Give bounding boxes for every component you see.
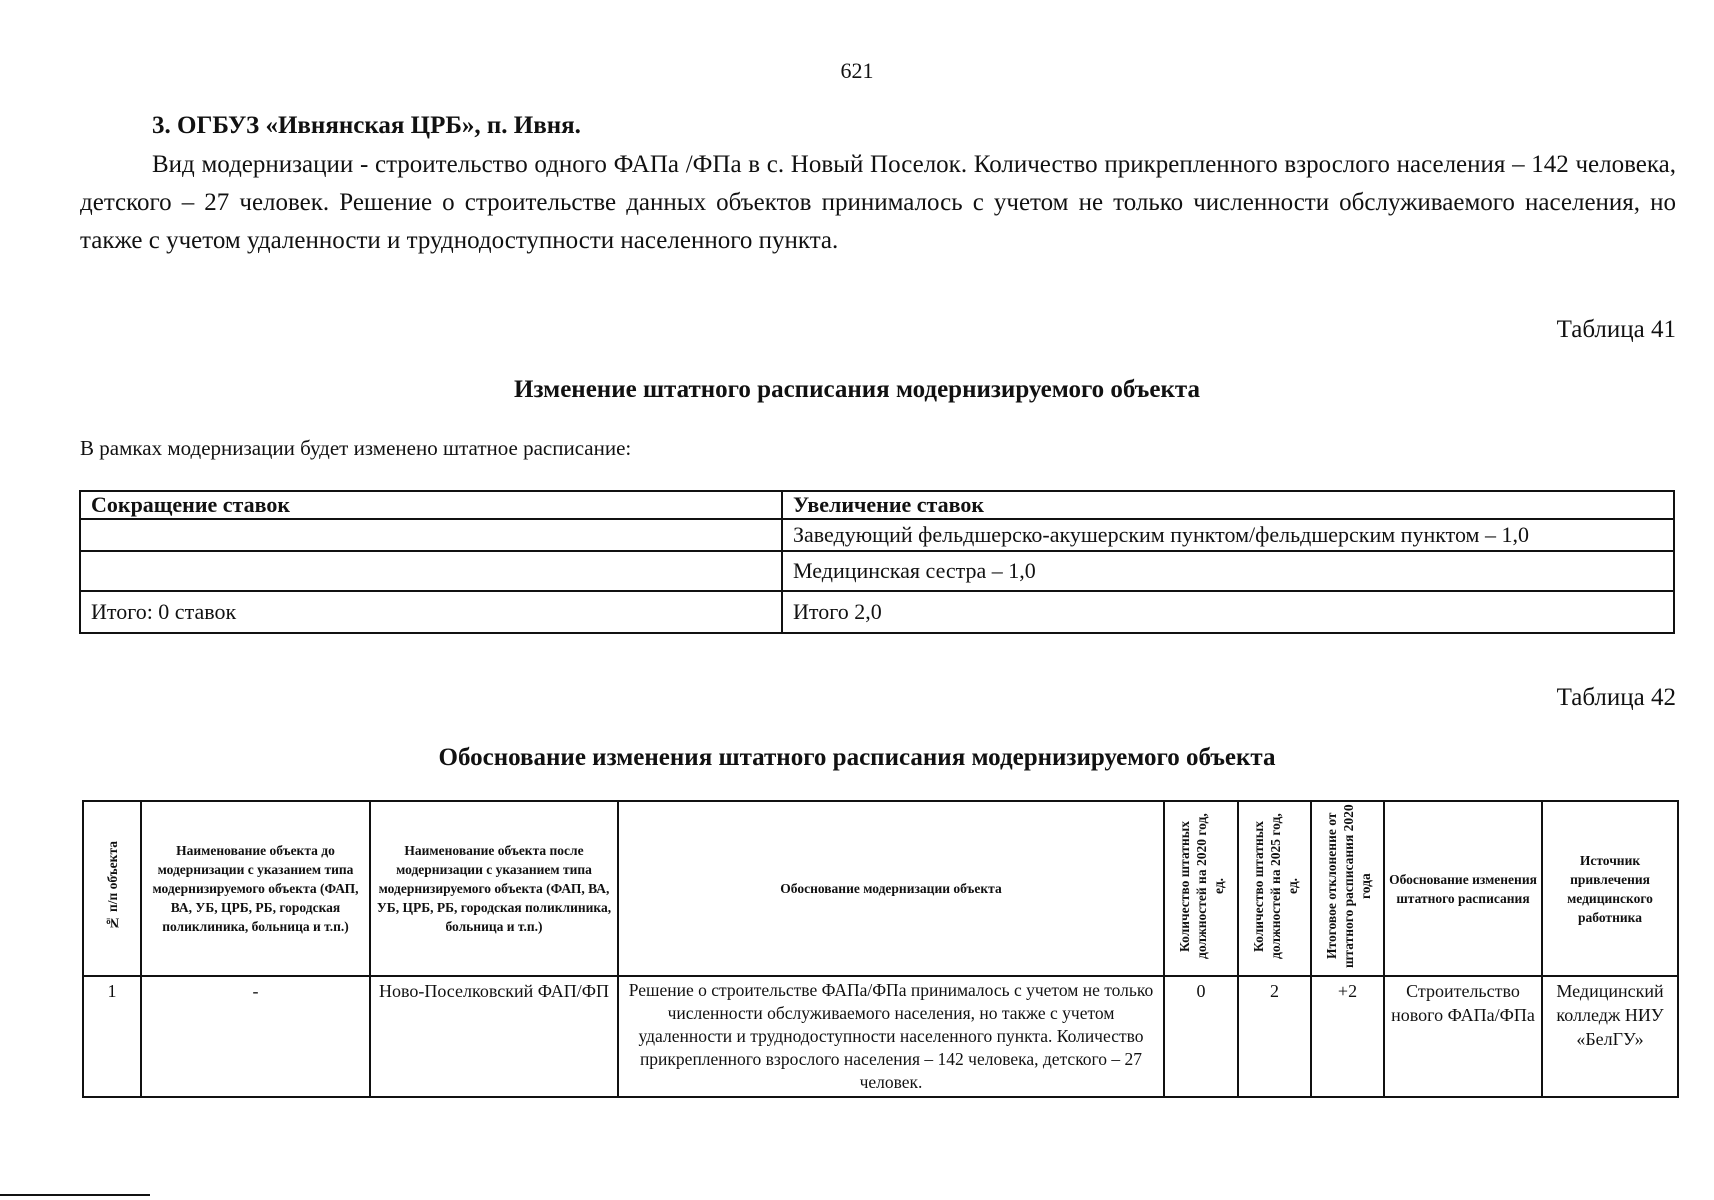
- table-41-title: Изменение штатного расписания модернизируемого объекта: [514, 376, 1200, 403]
- cell-deviation: +2: [1311, 976, 1384, 1097]
- cell-number: 1: [83, 976, 141, 1097]
- column-header-number: № п/п объекта: [83, 801, 141, 976]
- table-row: [80, 551, 1674, 591]
- cell-change-justification: Строительство нового ФАПа/ФПа: [1384, 976, 1542, 1097]
- table-row: [80, 519, 1674, 551]
- table-row: [83, 976, 1678, 1097]
- column-header-deviation: Итоговое отклонение от штатного расписания 2020 года: [1311, 801, 1384, 976]
- page-number: 621: [840, 58, 874, 83]
- staffing-justification-table: [82, 800, 1679, 1098]
- table-42-number: Таблица 42: [1556, 684, 1676, 711]
- table-cell: [80, 551, 782, 591]
- cell-worker-source: Медицинский колледж НИУ «БелГУ»: [1542, 976, 1678, 1097]
- table-header-row: [80, 491, 1674, 519]
- cell-staff-2025: 2: [1238, 976, 1311, 1097]
- column-header-object-before: Наименование объекта до модернизации с указанием типа модернизируемого объекта (ФАП, ВА, УБ, ЦРБ, РБ, городская поликлиника, больница и т.п.): [141, 801, 370, 976]
- section-heading: 3. ОГБУЗ «Ивнянская ЦРБ», п. Ивня.: [152, 112, 581, 139]
- increase-header: Увеличение ставок: [782, 491, 1674, 519]
- column-header-worker-source: Источник привлечения медицинского работника: [1542, 801, 1678, 976]
- table-row-total: [80, 591, 1674, 633]
- reduction-header: Сокращение ставок: [80, 491, 782, 519]
- column-header-staff-2025: Количество штатных должностей на 2025 год, ед.: [1238, 801, 1311, 976]
- table-41-number: Таблица 41: [1556, 316, 1676, 343]
- table-42-title: Обоснование изменения штатного расписания модернизируемого объекта: [438, 744, 1276, 771]
- cell-object-after: Ново-Поселковский ФАП/ФП: [370, 976, 618, 1097]
- increase-total: Итого 2,0: [782, 591, 1674, 633]
- footnote-divider: [0, 1194, 150, 1196]
- section-paragraph: Вид модернизации - строительство одного ФАПа /ФПа в с. Новый Поселок. Количество прикрепленного взрослого населения – 142 человека, детского – 27 человек. Решение о строительстве данных объектов принималось с учетом не только численности обслуживаемого населения, но также с учетом удаленности и труднодоступности населенного пункта.: [80, 151, 1676, 254]
- staffing-changes-table: [79, 490, 1675, 634]
- column-header-change-justification: Обоснование изменения штатного расписания: [1384, 801, 1542, 976]
- column-header-justification: Обоснование модернизации объекта: [618, 801, 1164, 976]
- table-header-row: [83, 801, 1678, 976]
- cell-justification: Решение о строительстве ФАПа/ФПа принималось с учетом не только численности обслуживаемого населения, но также с учетом удаленности и труднодоступности населенного пункта. Количество прикрепленного взрослого населения – 142 человека, детского – 27 человек.: [618, 976, 1164, 1097]
- cell-staff-2020: 0: [1164, 976, 1238, 1097]
- column-header-staff-2020: Количество штатных должностей на 2020 год, ед.: [1164, 801, 1238, 976]
- cell-object-before: -: [141, 976, 370, 1097]
- table-cell: [80, 519, 782, 551]
- table-cell: Заведующий фельдшерско-акушерским пунктом/фельдшерским пунктом – 1,0: [782, 519, 1674, 551]
- reduction-total: Итого: 0 ставок: [80, 591, 782, 633]
- column-header-object-after: Наименование объекта после модернизации с указанием типа модернизируемого объекта (ФАП, ВА, УБ, ЦРБ, РБ, городская поликлиника, больница и т.п.): [370, 801, 618, 976]
- table-41-intro: В рамках модернизации будет изменено штатное расписание:: [80, 436, 632, 460]
- table-cell: Медицинская сестра – 1,0: [782, 551, 1674, 591]
